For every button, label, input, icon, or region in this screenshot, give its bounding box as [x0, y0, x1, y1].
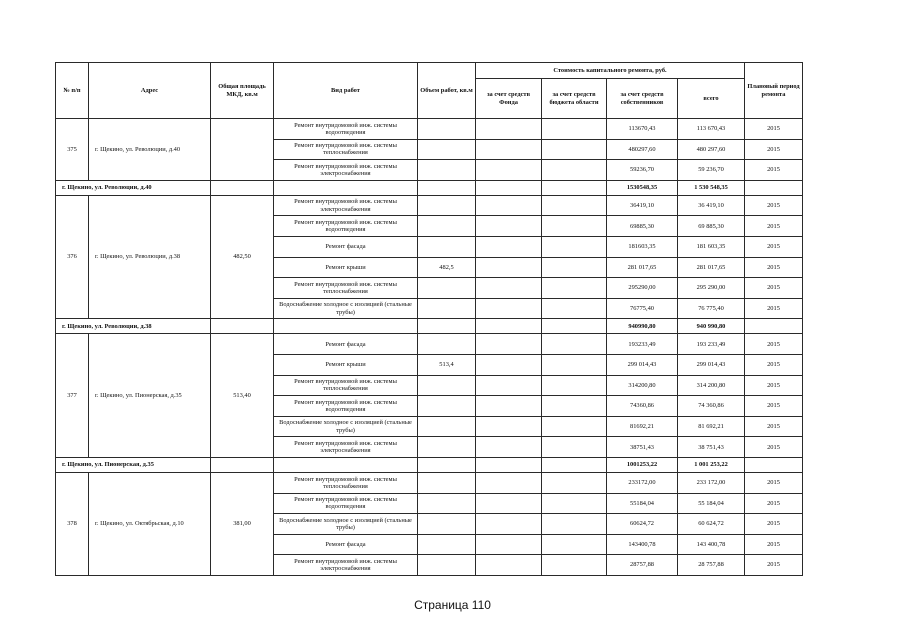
- fund-cell: [476, 334, 542, 355]
- subtotal-label: г. Щекино, ул. Пионерская, д.35: [56, 457, 211, 472]
- fund-cell: [476, 119, 542, 140]
- period-cell: 2015: [745, 160, 803, 181]
- owners-cell: 59236,70: [607, 160, 678, 181]
- fund-cell: [476, 139, 542, 160]
- total-cell: 181 603,35: [678, 236, 745, 257]
- period-cell: 2015: [745, 354, 803, 375]
- table-header: [56, 63, 803, 119]
- header-region: за счет средств бюджета области: [542, 79, 607, 119]
- period-cell: 2015: [745, 472, 803, 493]
- header-period: Плановый период ремонта: [745, 63, 803, 119]
- region-cell: [542, 375, 607, 396]
- fund-cell: [476, 534, 542, 555]
- volume-cell: [418, 236, 476, 257]
- row-number: 378: [56, 472, 89, 575]
- region-cell: [542, 278, 607, 299]
- total-cell: 81 692,21: [678, 416, 745, 437]
- region-cell: [542, 437, 607, 458]
- header-fund: за счет средств Фонда: [476, 79, 542, 119]
- total-cell: 299 014,43: [678, 354, 745, 375]
- header-volume: Объем работ, кв.м: [418, 63, 476, 119]
- fund-cell: [476, 195, 542, 216]
- region-cell: [542, 493, 607, 514]
- region-cell: [542, 472, 607, 493]
- work-type-cell: Ремонт крыши: [274, 354, 418, 375]
- volume-cell: [418, 139, 476, 160]
- area-cell: [211, 119, 274, 181]
- work-type-cell: Ремонт фасада: [274, 236, 418, 257]
- owners-cell: 36419,10: [607, 195, 678, 216]
- total-cell: 55 184,04: [678, 493, 745, 514]
- volume-cell: [418, 334, 476, 355]
- fund-cell: [476, 257, 542, 278]
- subtotal-total: 940 990,80: [678, 319, 745, 334]
- table-body: [56, 119, 803, 576]
- fund-empty: [476, 457, 542, 472]
- work-type-cell: Ремонт внутридомовой инж. системы водоотведения: [274, 396, 418, 417]
- fund-cell: [476, 493, 542, 514]
- header-owners: за счет средств собственников: [607, 79, 678, 119]
- table-row: [56, 472, 803, 493]
- period-cell: 2015: [745, 493, 803, 514]
- period-empty: [745, 319, 803, 334]
- owners-cell: 113670,43: [607, 119, 678, 140]
- area-cell: 482,50: [211, 195, 274, 319]
- owners-cell: 181603,35: [607, 236, 678, 257]
- subtotal-row: [56, 180, 803, 195]
- table-row: [56, 119, 803, 140]
- volume-cell: [418, 437, 476, 458]
- total-cell: 143 400,78: [678, 534, 745, 555]
- table-row: [56, 334, 803, 355]
- volume-cell: [418, 119, 476, 140]
- work-empty: [274, 180, 418, 195]
- header-cost-group: Стоимость капитального ремонта, руб.: [476, 63, 745, 79]
- period-empty: [745, 180, 803, 195]
- region-cell: [542, 119, 607, 140]
- subtotal-row: [56, 457, 803, 472]
- area-empty: [211, 457, 274, 472]
- owners-cell: 69885,30: [607, 216, 678, 237]
- work-type-cell: Ремонт внутридомовой инж. системы водоотведения: [274, 216, 418, 237]
- page-footer: Страница 110: [414, 598, 491, 612]
- work-type-cell: Ремонт внутридомовой инж. системы теплоснабжения: [274, 375, 418, 396]
- region-empty: [542, 180, 607, 195]
- period-cell: 2015: [745, 236, 803, 257]
- total-cell: 38 751,43: [678, 437, 745, 458]
- period-cell: 2015: [745, 534, 803, 555]
- work-type-cell: Ремонт внутридомовой инж. системы теплоснабжения: [274, 472, 418, 493]
- region-cell: [542, 534, 607, 555]
- total-cell: 60 624,72: [678, 514, 745, 535]
- work-type-cell: Ремонт фасада: [274, 534, 418, 555]
- total-cell: 193 233,49: [678, 334, 745, 355]
- owners-cell: 299 014,43: [607, 354, 678, 375]
- volume-cell: [418, 298, 476, 319]
- volume-cell: 513,4: [418, 354, 476, 375]
- table-row: [56, 195, 803, 216]
- header-total: всего: [678, 79, 745, 119]
- period-cell: 2015: [745, 257, 803, 278]
- area-cell: 513,40: [211, 334, 274, 458]
- volume-cell: [418, 375, 476, 396]
- subtotal-owners: 940990,80: [607, 319, 678, 334]
- total-cell: 480 297,60: [678, 139, 745, 160]
- region-cell: [542, 514, 607, 535]
- volume-cell: [418, 396, 476, 417]
- fund-cell: [476, 555, 542, 576]
- volume-cell: [418, 278, 476, 299]
- fund-cell: [476, 160, 542, 181]
- total-cell: 314 200,80: [678, 375, 745, 396]
- period-cell: 2015: [745, 334, 803, 355]
- work-type-cell: Ремонт внутридомовой инж. системы электроснабжения: [274, 195, 418, 216]
- period-cell: 2015: [745, 278, 803, 299]
- period-cell: 2015: [745, 216, 803, 237]
- fund-empty: [476, 180, 542, 195]
- work-type-cell: Водоснабжение холодное с изоляцией (стальные трубы): [274, 298, 418, 319]
- header-work-type: Вид работ: [274, 63, 418, 119]
- address-cell: г. Щекино, ул. Пионерская, д.35: [89, 334, 211, 458]
- fund-empty: [476, 319, 542, 334]
- row-number: 375: [56, 119, 89, 181]
- work-empty: [274, 319, 418, 334]
- region-cell: [542, 236, 607, 257]
- subtotal-total: 1 001 253,22: [678, 457, 745, 472]
- subtotal-label: г. Щекино, ул. Революции, д.38: [56, 319, 211, 334]
- region-cell: [542, 160, 607, 181]
- row-number: 377: [56, 334, 89, 458]
- row-number: 376: [56, 195, 89, 319]
- subtotal-total: 1 530 548,35: [678, 180, 745, 195]
- total-cell: 281 017,65: [678, 257, 745, 278]
- region-cell: [542, 416, 607, 437]
- period-cell: 2015: [745, 396, 803, 417]
- fund-cell: [476, 472, 542, 493]
- subtotal-owners: 1530548,35: [607, 180, 678, 195]
- subtotal-label: г. Щекино, ул. Революции, д.40: [56, 180, 211, 195]
- owners-cell: 233172,00: [607, 472, 678, 493]
- volume-cell: [418, 160, 476, 181]
- address-cell: г. Щекино, ул. Октябрьская, д.10: [89, 472, 211, 575]
- owners-cell: 143400,78: [607, 534, 678, 555]
- owners-cell: 193233,49: [607, 334, 678, 355]
- work-type-cell: Ремонт внутридомовой инж. системы теплоснабжения: [274, 278, 418, 299]
- fund-cell: [476, 375, 542, 396]
- work-type-cell: Ремонт фасада: [274, 334, 418, 355]
- area-empty: [211, 319, 274, 334]
- region-cell: [542, 216, 607, 237]
- period-cell: 2015: [745, 195, 803, 216]
- period-cell: 2015: [745, 437, 803, 458]
- region-cell: [542, 257, 607, 278]
- total-cell: 28 757,88: [678, 555, 745, 576]
- period-empty: [745, 457, 803, 472]
- fund-cell: [476, 416, 542, 437]
- volume-cell: [418, 534, 476, 555]
- volume-cell: [418, 493, 476, 514]
- total-cell: 295 290,00: [678, 278, 745, 299]
- owners-cell: 76775,40: [607, 298, 678, 319]
- volume-cell: [418, 216, 476, 237]
- work-type-cell: Ремонт внутридомовой инж. системы электроснабжения: [274, 437, 418, 458]
- region-cell: [542, 195, 607, 216]
- owners-cell: 314200,80: [607, 375, 678, 396]
- region-cell: [542, 396, 607, 417]
- region-empty: [542, 457, 607, 472]
- period-cell: 2015: [745, 375, 803, 396]
- period-cell: 2015: [745, 298, 803, 319]
- work-type-cell: Ремонт внутридомовой инж. системы электроснабжения: [274, 555, 418, 576]
- owners-cell: 81692,21: [607, 416, 678, 437]
- work-type-cell: Ремонт крыши: [274, 257, 418, 278]
- volume-cell: 482,5: [418, 257, 476, 278]
- total-cell: 76 775,40: [678, 298, 745, 319]
- area-cell: 381,00: [211, 472, 274, 575]
- owners-cell: 28757,88: [607, 555, 678, 576]
- work-type-cell: Водоснабжение холодное с изоляцией (стальные трубы): [274, 514, 418, 535]
- subtotal-row: [56, 319, 803, 334]
- volume-cell: [418, 416, 476, 437]
- owners-cell: 55184,04: [607, 493, 678, 514]
- period-cell: 2015: [745, 416, 803, 437]
- fund-cell: [476, 236, 542, 257]
- region-cell: [542, 354, 607, 375]
- fund-cell: [476, 437, 542, 458]
- region-cell: [542, 555, 607, 576]
- area-empty: [211, 180, 274, 195]
- fund-cell: [476, 396, 542, 417]
- work-type-cell: Ремонт внутридомовой инж. системы водоотведения: [274, 493, 418, 514]
- volume-empty: [418, 180, 476, 195]
- region-cell: [542, 298, 607, 319]
- header-address: Адрес: [89, 63, 211, 119]
- address-cell: г. Щекино, ул. Революции, д.40: [89, 119, 211, 181]
- fund-cell: [476, 216, 542, 237]
- fund-cell: [476, 514, 542, 535]
- owners-cell: 38751,43: [607, 437, 678, 458]
- region-cell: [542, 334, 607, 355]
- header-area: Общая площадь МКД, кв.м: [211, 63, 274, 119]
- owners-cell: 60624,72: [607, 514, 678, 535]
- owners-cell: 74360,86: [607, 396, 678, 417]
- address-cell: г. Щекино, ул. Революции, д.38: [89, 195, 211, 319]
- fund-cell: [476, 354, 542, 375]
- fund-cell: [476, 278, 542, 299]
- work-empty: [274, 457, 418, 472]
- volume-cell: [418, 555, 476, 576]
- work-type-cell: Водоснабжение холодное с изоляцией (стальные трубы): [274, 416, 418, 437]
- volume-cell: [418, 195, 476, 216]
- total-cell: 36 419,10: [678, 195, 745, 216]
- total-cell: 233 172,00: [678, 472, 745, 493]
- owners-cell: 295290,00: [607, 278, 678, 299]
- work-type-cell: Ремонт внутридомовой инж. системы теплоснабжения: [274, 139, 418, 160]
- period-cell: 2015: [745, 119, 803, 140]
- owners-cell: 480297,60: [607, 139, 678, 160]
- total-cell: 69 885,30: [678, 216, 745, 237]
- period-cell: 2015: [745, 514, 803, 535]
- volume-empty: [418, 319, 476, 334]
- volume-cell: [418, 472, 476, 493]
- header-num: № п/п: [56, 63, 89, 119]
- volume-empty: [418, 457, 476, 472]
- owners-cell: 281 017,65: [607, 257, 678, 278]
- work-type-cell: Ремонт внутридомовой инж. системы электроснабжения: [274, 160, 418, 181]
- region-empty: [542, 319, 607, 334]
- subtotal-owners: 1001253,22: [607, 457, 678, 472]
- region-cell: [542, 139, 607, 160]
- total-cell: 113 670,43: [678, 119, 745, 140]
- work-type-cell: Ремонт внутридомовой инж. системы водоотведения: [274, 119, 418, 140]
- fund-cell: [476, 298, 542, 319]
- period-cell: 2015: [745, 555, 803, 576]
- total-cell: 74 360,86: [678, 396, 745, 417]
- total-cell: 59 236,70: [678, 160, 745, 181]
- capital-repair-table: [55, 62, 803, 576]
- period-cell: 2015: [745, 139, 803, 160]
- volume-cell: [418, 514, 476, 535]
